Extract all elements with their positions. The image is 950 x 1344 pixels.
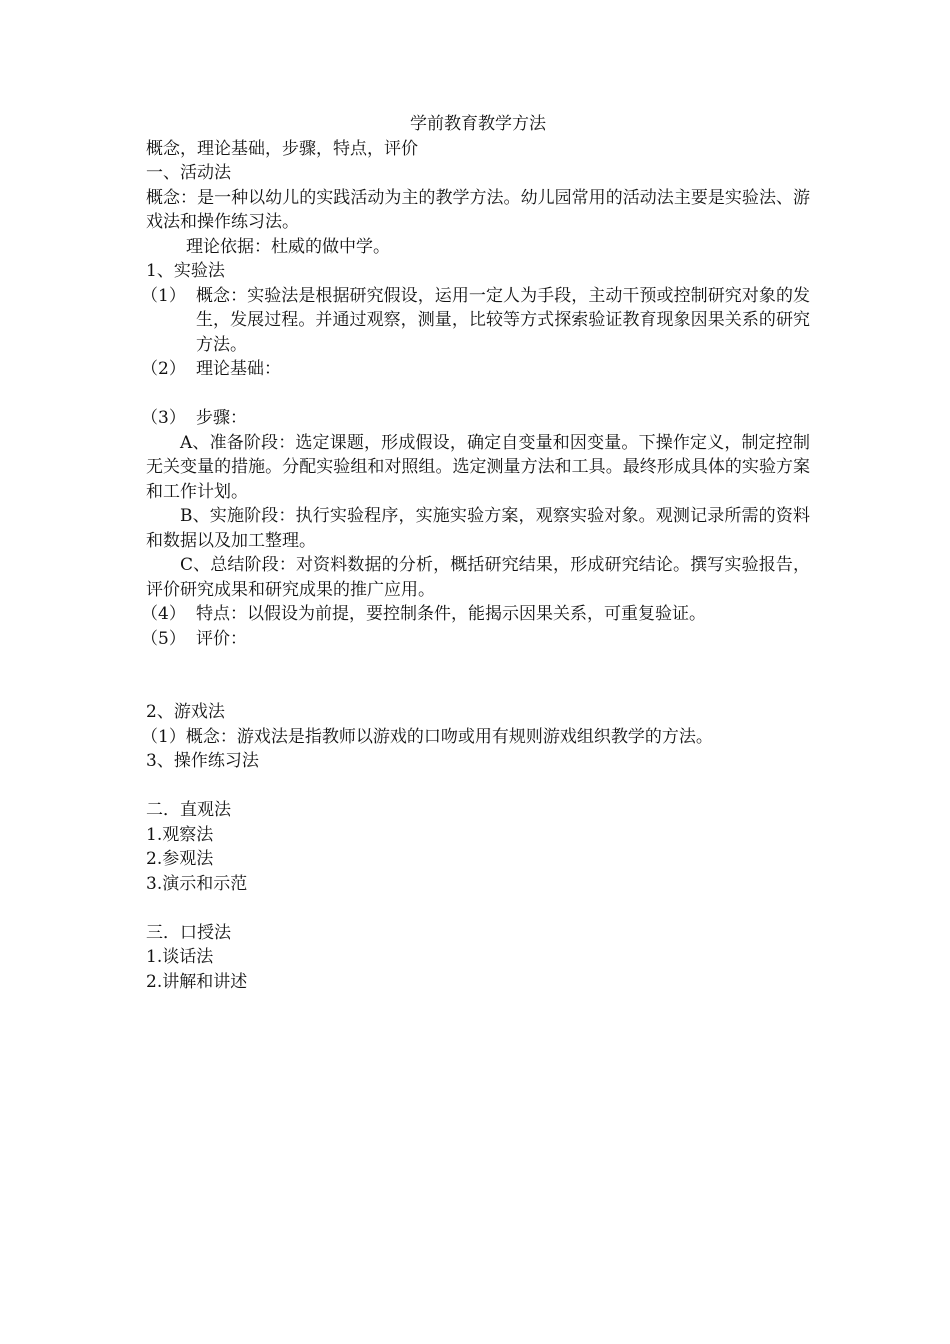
experiment-item-basis [141,357,810,382]
subsection-heading-practice: 3、操作练习法 [146,751,259,771]
step-prepare: A、准备阶段：选定课题，形成假设，确定自变量和因变量。下操作定义，制定控制无关变量的措施。分配实验组和对照组。选定测量方法和工具。最终形成具体的实验方案和工作计划。 [146,432,810,502]
item-number: （5） [141,628,186,649]
subsection-heading-experiment: 1、实验法 [146,261,225,281]
subsection-heading-game: 2、游戏法 [146,702,225,722]
step-implement: B、实施阶段：执行实验程序，实施实验方案，观察实验对象。观测记录所需的资料和数据以及加工整理。 [146,506,810,551]
list-item: 1.谈话法 [146,947,214,967]
experiment-item-evaluation [141,627,810,652]
game-concept: （1）概念：游戏法是指教师以游戏的口吻或用有规则游戏组织教学的方法。 [141,726,713,747]
item-text: 理论基础： [196,359,281,379]
item-text: 评价： [196,628,247,649]
experiment-item-steps [141,406,810,431]
item-text: 特点：以假设为前提，要控制条件，能揭示因果关系，可重复验证。 [196,604,706,624]
blank-lines [146,651,810,700]
item-text: 概念：实验法是根据研究假设，运用一定人为手段，主动干预或控制研究对象的发生，发展过程。并通过观察，测量，比较等方式探索验证教育现象因果关系的研究方法。 [196,285,810,355]
blank-line [146,896,810,921]
item-number: （1） [141,285,186,306]
step-summary: C、总结阶段：对资料数据的分析，概括研究结果，形成研究结论。撰写实验报告，评价研究成果和研究成果的推广应用。 [146,555,810,600]
item-number: （3） [141,408,186,428]
experiment-item-concept [141,284,810,358]
section-heading-activity: 一、活动法 [146,163,231,183]
experiment-item-features [141,602,810,627]
item-number: （2） [141,359,186,379]
list-item: 2.讲解和讲述 [146,971,248,992]
list-item: 1.观察法 [146,824,214,845]
section-heading-oral: 三．口授法 [146,922,231,943]
document-subtitle: 概念，理论基础，步骤，特点，评价 [146,138,418,159]
section-heading-visual: 二．直观法 [146,800,231,820]
list-item: 2.参观法 [146,849,214,869]
item-text: 步骤： [196,408,247,428]
activity-basis: 理论依据：杜威的做中学。 [186,236,390,257]
document-page [141,112,810,994]
activity-concept: 概念：是一种以幼儿的实践活动为主的教学方法。幼儿园常用的活动法主要是实验法、游戏法和操作练习法。 [146,187,810,232]
list-item: 3.演示和示范 [146,873,248,894]
blank-line [146,774,810,799]
blank-line [146,382,810,407]
document-title: 学前教育教学方法 [410,114,546,134]
item-number: （4） [141,604,186,624]
